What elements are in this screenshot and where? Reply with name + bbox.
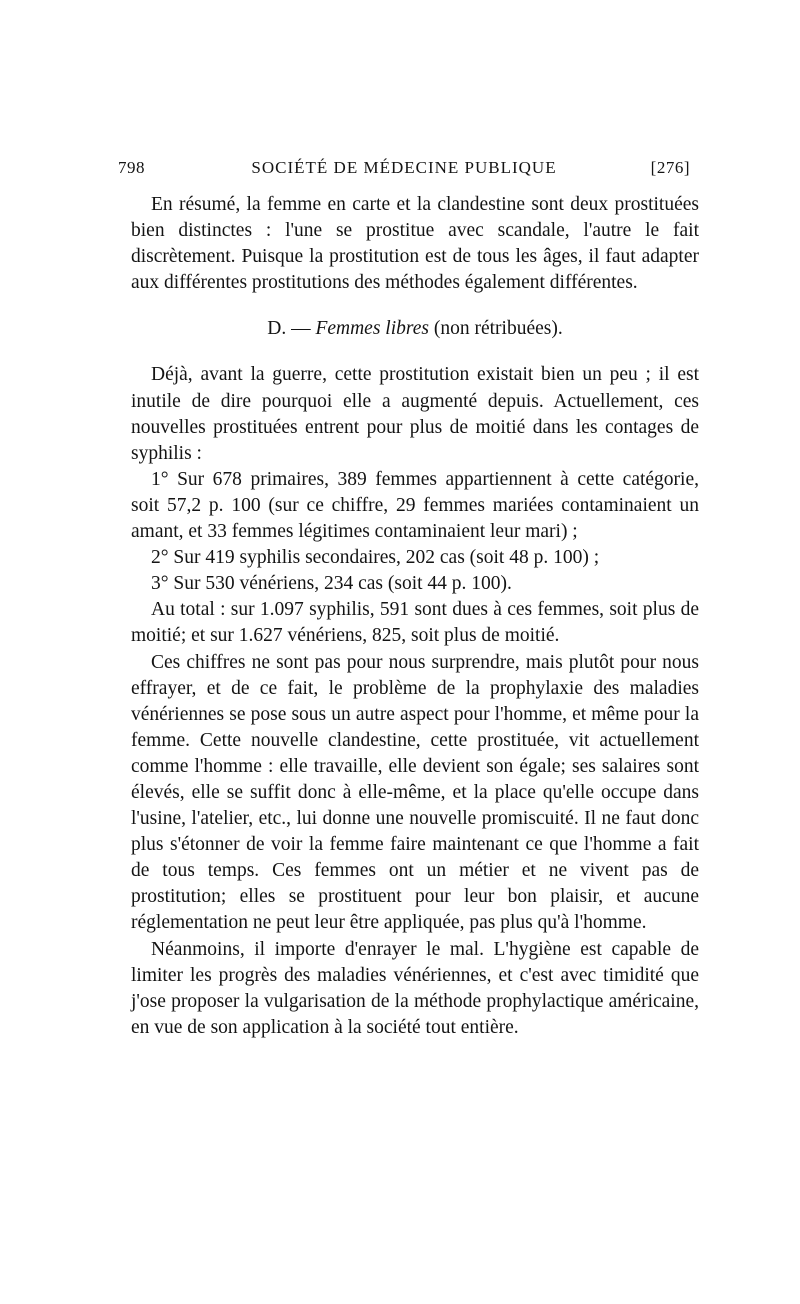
paragraph-conclusion: Néanmoins, il importe d'enrayer le mal. L'hygiène est capable de limiter les progrès des maladies vénériennes, et c'est avec timidité que j'ose proposer la vulgarisation de la méthode prophylactique américaine, en vue de son application à la société tout entière.	[131, 938, 699, 1038]
page-body	[131, 192, 699, 1041]
section-label: D. —	[267, 318, 311, 340]
list-item-primaires: 1° Sur 678 primaires, 389 femmes appartiennent à cette catégorie, soit 57,2 p. 100 (sur ce chiffre, 29 femmes mariées contaminaient un amant, et 33 femmes légitimes contaminaient leur mari) ;	[131, 468, 699, 543]
running-title: SOCIÉTÉ DE MÉDECINE PUBLIQUE	[251, 158, 557, 177]
paragraph-analysis: Ces chiffres ne sont pas pour nous surprendre, mais plutôt pour nous effrayer, et de ce fait, le problème de la prophylaxie des maladies vénériennes se pose sous un autre aspect pour l'homme, et même pour la femme. Cette nouvelle clandestine, cette prostituée, vit actuellement comme l'homme : elle travaille, elle devient son égale; ses salaires sont élevés, elle se suffit donc à elle-même, et la place qu'elle occupe dans l'usine, l'atelier, etc., lui donne une nouvelle promiscuité. Il ne faut donc plus s'étonner de voir la femme faire maintenant ce que l'homme a fait de tous temps. Ces femmes ont un métier et ne vivent pas de prostitution; elles se prostituent pour leur bon plaisir, et aucune réglementation ne peut leur être appliquée, pas plus qu'à l'homme.	[131, 651, 699, 934]
list-item-secondaires: 2° Sur 419 syphilis secondaires, 202 cas (soit 48 p. 100) ;	[151, 547, 600, 569]
paragraph-summary: En résumé, la femme en carte et la clandestine sont deux prostituées bien distinctes : l'une se prostitue avec scandale, l'autre le fait discrètement. Puisque la prostitution est de tous les âges, il faut adapter aux différentes prostitutions des méthodes également différentes.	[131, 194, 699, 294]
page-header	[118, 158, 690, 184]
list-item-veneriens: 3° Sur 530 vénériens, 234 cas (soit 44 p. 100).	[151, 573, 512, 595]
page-reference: [276]	[650, 158, 690, 177]
page-number: 798	[118, 158, 145, 177]
paragraph-intro: Déjà, avant la guerre, cette prostitution existait bien un peu ; il est inutile de dire pourquoi elle a augmenté depuis. Actuellement, ces nouvelles prostituées entrent pour plus de moitié dans les contages de syphilis :	[131, 364, 699, 464]
section-heading	[131, 316, 699, 342]
section-title: Femmes libres	[315, 318, 429, 340]
section-subtitle: (non rétribuées).	[433, 318, 563, 340]
paragraph-total: Au total : sur 1.097 syphilis, 591 sont dues à ces femmes, soit plus de moitié; et sur 1.627 vénériens, 825, soit plus de moitié.	[131, 599, 699, 647]
